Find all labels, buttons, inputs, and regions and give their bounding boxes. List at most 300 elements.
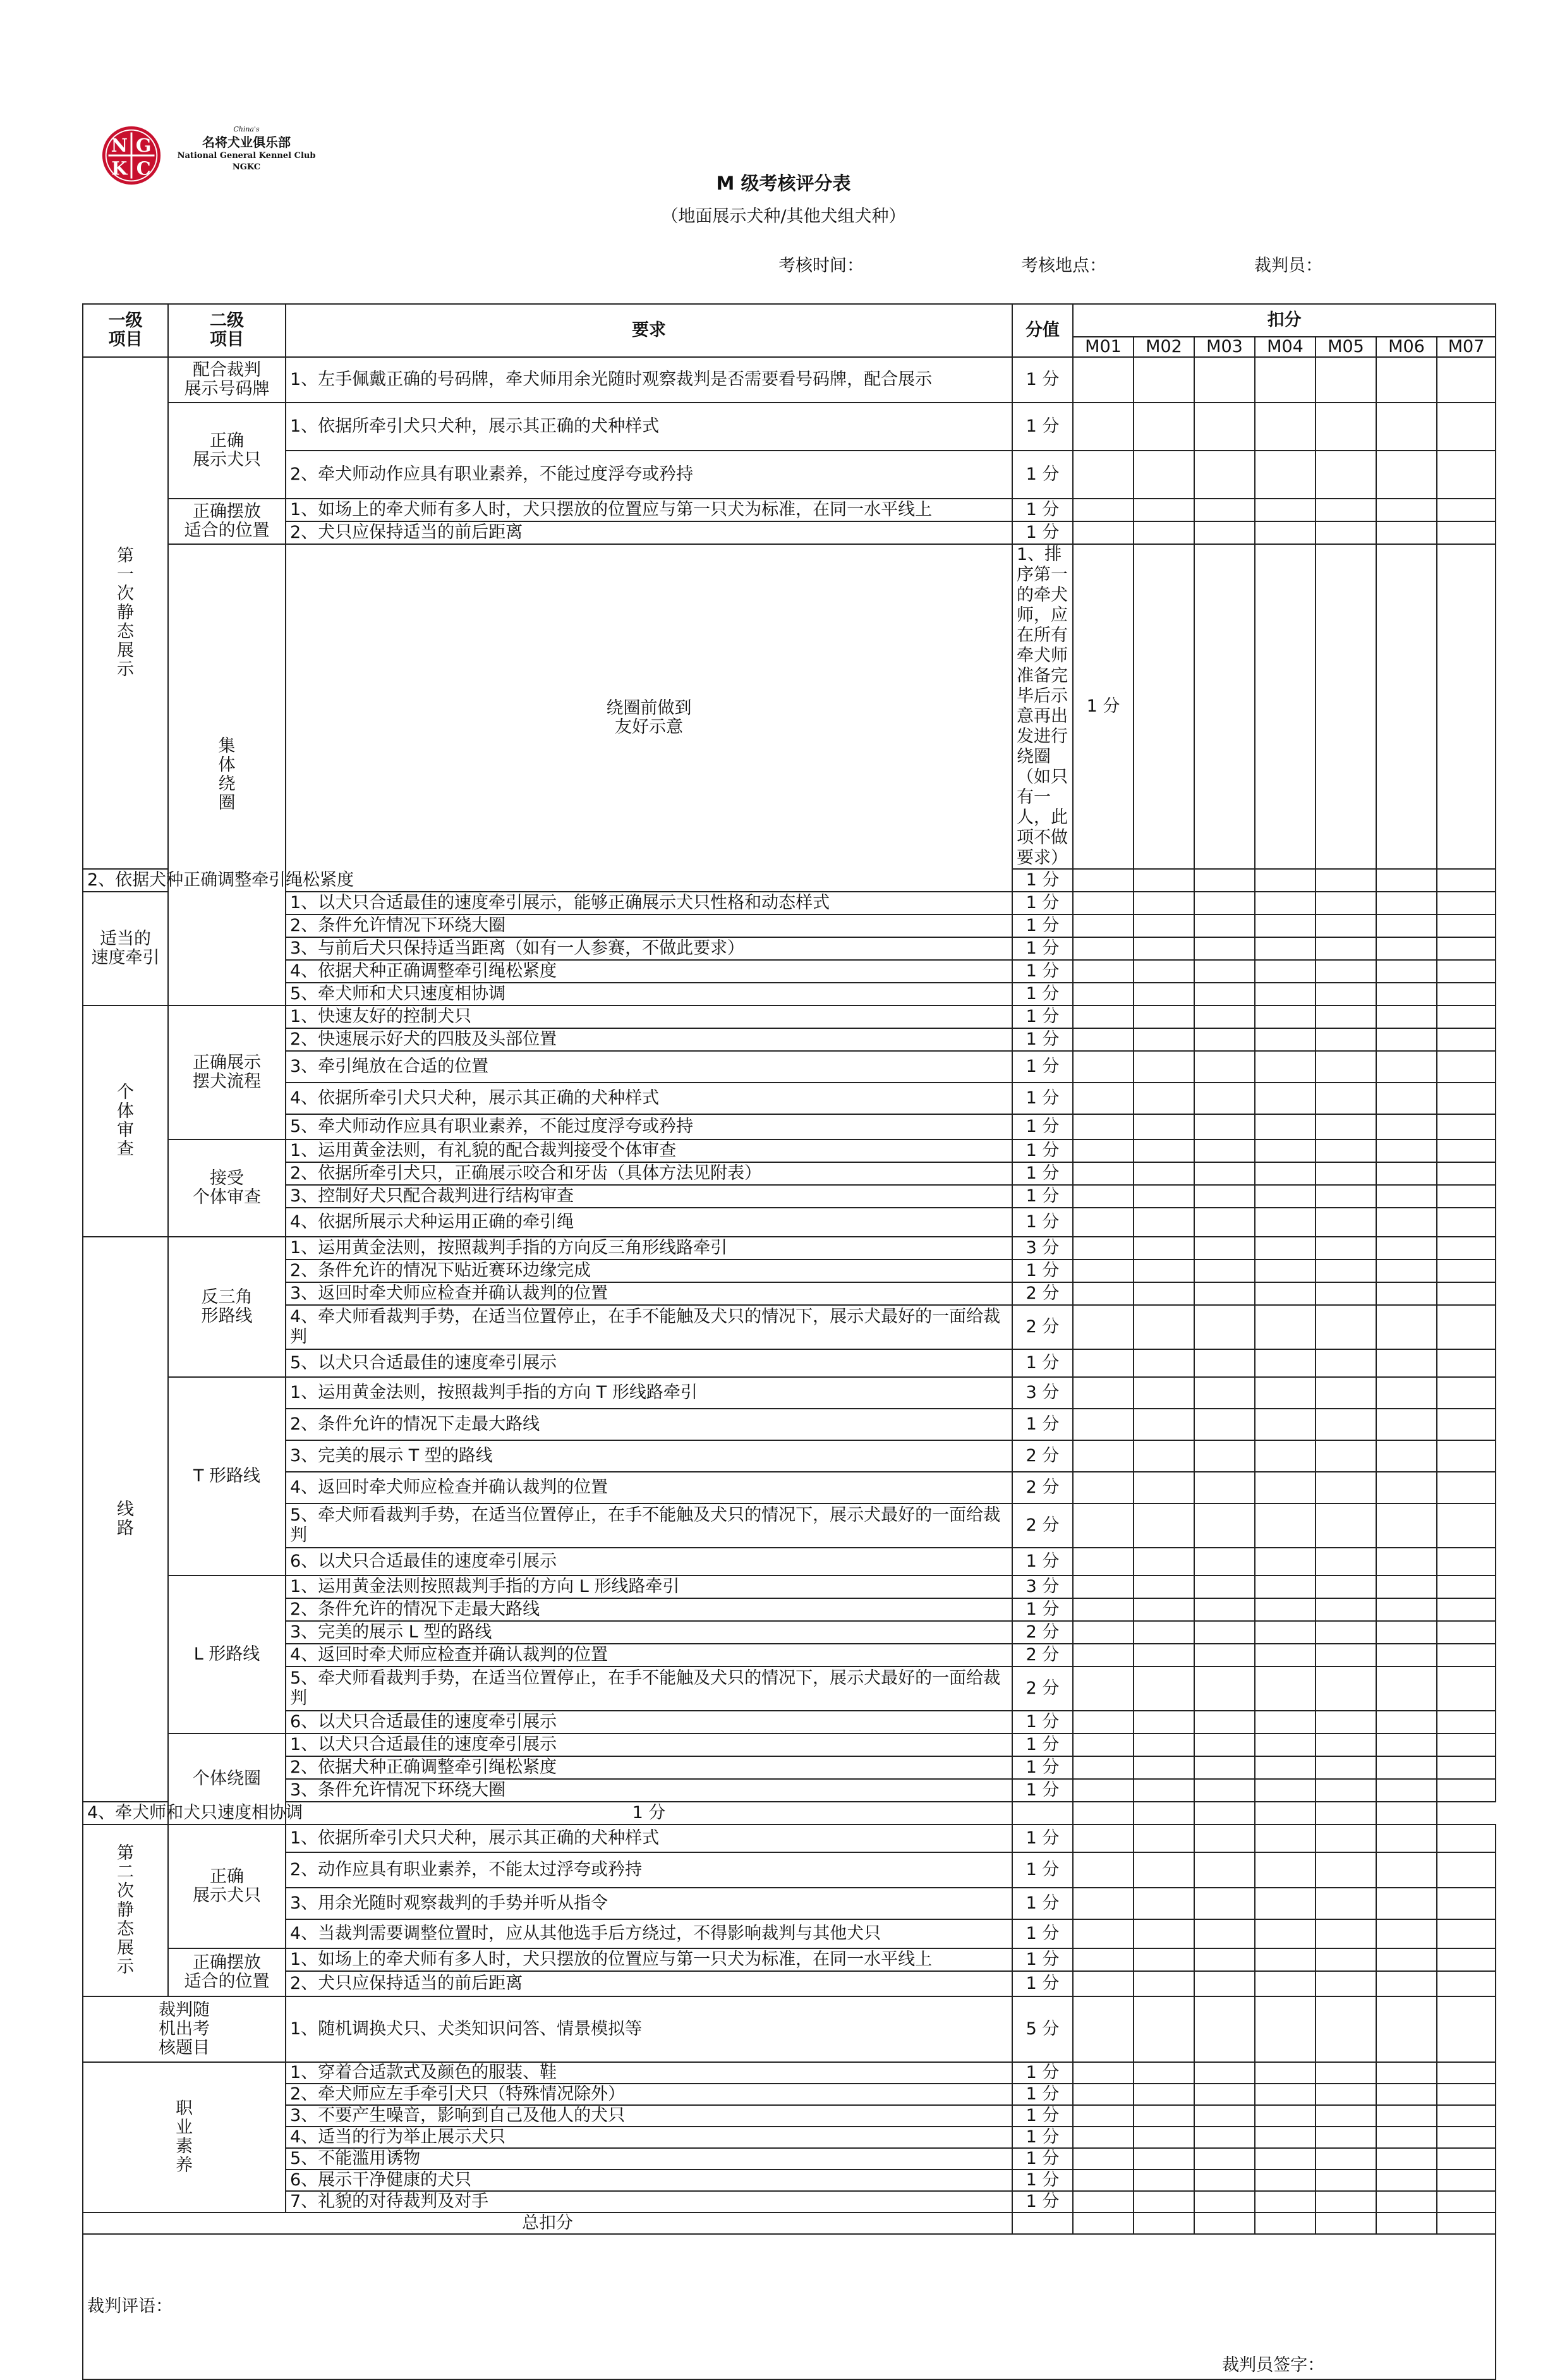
deduction-input-m03[interactable]	[1194, 403, 1255, 451]
deduction-input-m07[interactable]	[1437, 1083, 1496, 1114]
deduction-input-m06[interactable]	[1376, 2084, 1437, 2105]
deduction-input-m04[interactable]	[1255, 1503, 1316, 1548]
deduction-input-m06[interactable]	[1376, 1162, 1437, 1185]
deduction-input-m07[interactable]	[1437, 1621, 1496, 1644]
deduction-input-m02[interactable]	[1134, 1185, 1194, 1208]
deduction-input-m05[interactable]	[1316, 2084, 1376, 2105]
deduction-input-m03[interactable]	[1194, 1888, 1255, 1919]
deduction-input-m03[interactable]	[1194, 1621, 1255, 1644]
deduction-input-m05[interactable]	[1316, 2062, 1376, 2084]
deduction-input-m02[interactable]	[1134, 1756, 1194, 1779]
deduction-input-m03[interactable]	[1194, 2191, 1255, 2213]
deduction-input-m01[interactable]	[1012, 1802, 1073, 1824]
deduction-input-m01[interactable]	[1073, 1472, 1134, 1503]
deduction-input-m02[interactable]	[1134, 1888, 1194, 1919]
deduction-input-m04[interactable]	[1255, 2127, 1316, 2148]
deduction-input-m06[interactable]	[1376, 937, 1437, 960]
deduction-input-m02[interactable]	[1134, 2084, 1194, 2105]
deduction-input-m04[interactable]	[1255, 1919, 1316, 1948]
deduction-input-m07[interactable]	[1437, 1919, 1496, 1948]
deduction-input-m05[interactable]	[1316, 1051, 1376, 1083]
deduction-input-m01[interactable]	[1073, 1282, 1134, 1305]
deduction-input-m03[interactable]	[1194, 1051, 1255, 1083]
deduction-input-m03[interactable]	[1194, 2170, 1255, 2191]
deduction-input-m03[interactable]	[1194, 521, 1255, 544]
deduction-input-m05[interactable]	[1316, 2127, 1376, 2148]
deduction-input-m05[interactable]	[1316, 521, 1376, 544]
deduction-input-m06[interactable]	[1376, 1260, 1437, 1282]
deduction-input-m07[interactable]	[1437, 499, 1496, 521]
deduction-input-m01[interactable]	[1073, 960, 1134, 983]
deduction-input-m04[interactable]	[1255, 1472, 1316, 1503]
deduction-input-m03[interactable]	[1194, 937, 1255, 960]
deduction-input-m05[interactable]	[1316, 1162, 1376, 1185]
deduction-input-m04[interactable]	[1316, 544, 1376, 869]
deduction-input-m01[interactable]	[1073, 1083, 1134, 1114]
deduction-input-m07[interactable]	[1437, 869, 1496, 892]
deduction-input-m01[interactable]	[1073, 403, 1134, 451]
deduction-input-m07[interactable]	[1437, 1260, 1496, 1282]
deduction-input-m06[interactable]	[1376, 2062, 1437, 2084]
deduction-input-m02[interactable]	[1134, 1779, 1194, 1802]
deduction-input-m05[interactable]	[1316, 1503, 1376, 1548]
deduction-input-m06[interactable]	[1376, 403, 1437, 451]
deduction-input-m02[interactable]	[1134, 1852, 1194, 1888]
deduction-input-m07[interactable]	[1437, 2062, 1496, 2084]
deduction-input-m04[interactable]	[1255, 1548, 1316, 1576]
deduction-input-m05[interactable]	[1316, 1576, 1376, 1598]
deduction-input-m02[interactable]	[1134, 2062, 1194, 2084]
deduction-input-m05[interactable]	[1316, 403, 1376, 451]
deduction-input-m05[interactable]	[1316, 1114, 1376, 1139]
deduction-input-m04[interactable]	[1255, 1711, 1316, 1733]
deduction-input-m03[interactable]	[1194, 1971, 1255, 1996]
deduction-input-m04[interactable]	[1255, 1005, 1316, 1028]
total-input-m05[interactable]	[1316, 2213, 1376, 2234]
deduction-input-m06[interactable]	[1376, 521, 1437, 544]
deduction-input-m02[interactable]	[1134, 1621, 1194, 1644]
deduction-input-m01[interactable]	[1073, 1162, 1134, 1185]
deduction-input-m04[interactable]	[1255, 2105, 1316, 2127]
deduction-input-m02[interactable]	[1134, 892, 1194, 914]
deduction-input-m06[interactable]	[1376, 1237, 1437, 1260]
deduction-input-m05[interactable]	[1316, 1260, 1376, 1282]
deduction-input-m06[interactable]	[1376, 983, 1437, 1005]
deduction-input-m02[interactable]	[1194, 544, 1255, 869]
deduction-input-m03[interactable]	[1194, 1576, 1255, 1598]
deduction-input-m01[interactable]	[1073, 1598, 1134, 1621]
deduction-input-m07[interactable]	[1437, 1208, 1496, 1237]
deduction-input-m05[interactable]	[1316, 1948, 1376, 1971]
deduction-input-m06[interactable]	[1376, 1667, 1437, 1711]
deduction-input-m05[interactable]	[1316, 1733, 1376, 1756]
deduction-input-m02[interactable]	[1134, 1644, 1194, 1667]
deduction-input-m01[interactable]	[1073, 937, 1134, 960]
deduction-input-m06[interactable]	[1376, 1824, 1437, 1852]
deduction-input-m07[interactable]	[1437, 1162, 1496, 1185]
deduction-input-m04[interactable]	[1255, 499, 1316, 521]
deduction-input-m02[interactable]	[1134, 1971, 1194, 1996]
deduction-input-m04[interactable]	[1255, 937, 1316, 960]
deduction-input-m01[interactable]	[1073, 1028, 1134, 1051]
deduction-input-m06[interactable]	[1376, 1409, 1437, 1440]
deduction-input-m01[interactable]	[1073, 1349, 1134, 1377]
judge-comments-area[interactable]	[83, 2234, 1496, 2379]
deduction-input-m06[interactable]	[1376, 1711, 1437, 1733]
deduction-input-m04[interactable]	[1255, 1779, 1316, 1802]
total-input-m07[interactable]	[1437, 2213, 1496, 2234]
deduction-input-m03[interactable]	[1194, 1208, 1255, 1237]
deduction-input-m02[interactable]	[1134, 914, 1194, 937]
deduction-input-m02[interactable]	[1134, 1824, 1194, 1852]
deduction-input-m05[interactable]	[1316, 2170, 1376, 2191]
deduction-input-m03[interactable]	[1194, 1667, 1255, 1711]
deduction-input-m04[interactable]	[1255, 1996, 1316, 2062]
deduction-input-m04[interactable]	[1255, 2148, 1316, 2170]
deduction-input-m01[interactable]	[1073, 2127, 1134, 2148]
deduction-input-m03[interactable]	[1194, 869, 1255, 892]
deduction-input-m04[interactable]	[1255, 1409, 1316, 1440]
deduction-input-m06[interactable]	[1376, 1114, 1437, 1139]
deduction-input-m02[interactable]	[1134, 1377, 1194, 1409]
deduction-input-m03[interactable]	[1194, 1139, 1255, 1162]
deduction-input-m03[interactable]	[1194, 1779, 1255, 1802]
deduction-input-m07[interactable]	[1437, 1711, 1496, 1733]
deduction-input-m05[interactable]	[1316, 914, 1376, 937]
deduction-input-m04[interactable]	[1255, 1349, 1316, 1377]
deduction-input-m04[interactable]	[1255, 2170, 1316, 2191]
deduction-input-m01[interactable]	[1073, 1756, 1134, 1779]
deduction-input-m02[interactable]	[1134, 1282, 1194, 1305]
deduction-input-m06[interactable]	[1376, 1208, 1437, 1237]
deduction-input-m05[interactable]	[1316, 1852, 1376, 1888]
deduction-input-m01[interactable]	[1073, 1440, 1134, 1472]
deduction-input-m03[interactable]	[1194, 451, 1255, 499]
deduction-input-m05[interactable]	[1316, 357, 1376, 403]
deduction-input-m03[interactable]	[1194, 1114, 1255, 1139]
deduction-input-m04[interactable]	[1255, 1139, 1316, 1162]
deduction-input-m05[interactable]	[1316, 2105, 1376, 2127]
deduction-input-m02[interactable]	[1134, 1948, 1194, 1971]
deduction-input-m06[interactable]	[1376, 1005, 1437, 1028]
deduction-input-m07[interactable]	[1437, 2170, 1496, 2191]
deduction-input-m04[interactable]	[1255, 1644, 1316, 1667]
deduction-input-m07[interactable]	[1437, 1888, 1496, 1919]
deduction-input-m03[interactable]	[1194, 1824, 1255, 1852]
deduction-input-m06[interactable]	[1376, 1282, 1437, 1305]
deduction-input-m04[interactable]	[1255, 1824, 1316, 1852]
deduction-input-m03[interactable]	[1194, 1305, 1255, 1349]
deduction-input-m01[interactable]	[1073, 914, 1134, 937]
deduction-input-m02[interactable]	[1134, 1598, 1194, 1621]
deduction-input-m03[interactable]	[1194, 960, 1255, 983]
deduction-input-m01[interactable]	[1073, 1852, 1134, 1888]
deduction-input-m07[interactable]	[1437, 1733, 1496, 1756]
deduction-input-m07[interactable]	[1437, 1667, 1496, 1711]
deduction-input-m07[interactable]	[1437, 357, 1496, 403]
deduction-input-m05[interactable]	[1316, 1996, 1376, 2062]
deduction-input-m07[interactable]	[1437, 1028, 1496, 1051]
deduction-input-m06[interactable]	[1376, 1377, 1437, 1409]
deduction-input-m07[interactable]	[1437, 960, 1496, 983]
deduction-input-m04[interactable]	[1255, 914, 1316, 937]
deduction-input-m06[interactable]	[1376, 2148, 1437, 2170]
deduction-input-m03[interactable]	[1194, 2084, 1255, 2105]
deduction-input-m05[interactable]	[1316, 937, 1376, 960]
deduction-input-m04[interactable]	[1255, 960, 1316, 983]
deduction-input-m02[interactable]	[1134, 1503, 1194, 1548]
deduction-input-m01[interactable]	[1073, 869, 1134, 892]
deduction-input-m02[interactable]	[1134, 1083, 1194, 1114]
deduction-input-m04[interactable]	[1255, 1621, 1316, 1644]
deduction-input-m07[interactable]	[1437, 914, 1496, 937]
deduction-input-m07[interactable]	[1437, 1948, 1496, 1971]
deduction-input-m07[interactable]	[1437, 1440, 1496, 1472]
deduction-input-m06[interactable]	[1376, 1349, 1437, 1377]
deduction-input-m05[interactable]	[1316, 1305, 1376, 1349]
deduction-input-m07[interactable]	[1437, 1185, 1496, 1208]
deduction-input-m02[interactable]	[1134, 499, 1194, 521]
deduction-input-m03[interactable]	[1194, 2062, 1255, 2084]
deduction-input-m02[interactable]	[1134, 357, 1194, 403]
deduction-input-m05[interactable]	[1316, 1644, 1376, 1667]
deduction-input-m04[interactable]	[1255, 1260, 1316, 1282]
deduction-input-m04[interactable]	[1255, 403, 1316, 451]
deduction-input-m04[interactable]	[1255, 1114, 1316, 1139]
deduction-input-m01[interactable]	[1073, 1576, 1134, 1598]
deduction-input-m06[interactable]	[1376, 869, 1437, 892]
deduction-input-m03[interactable]	[1194, 1598, 1255, 1621]
deduction-input-m04[interactable]	[1255, 1852, 1316, 1888]
deduction-input-m04[interactable]	[1255, 1440, 1316, 1472]
deduction-input-m03[interactable]	[1194, 1503, 1255, 1548]
deduction-input-m03[interactable]	[1194, 499, 1255, 521]
deduction-input-m05[interactable]	[1316, 1440, 1376, 1472]
deduction-input-m01[interactable]	[1073, 2105, 1134, 2127]
deduction-input-m06[interactable]	[1437, 544, 1496, 869]
deduction-input-m05[interactable]	[1316, 1139, 1376, 1162]
deduction-input-m03[interactable]	[1194, 1282, 1255, 1305]
deduction-input-m04[interactable]	[1255, 451, 1316, 499]
deduction-input-m05[interactable]	[1316, 1282, 1376, 1305]
deduction-input-m02[interactable]	[1134, 1162, 1194, 1185]
deduction-input-m01[interactable]	[1134, 544, 1194, 869]
total-input-m03[interactable]	[1194, 2213, 1255, 2234]
deduction-input-m04[interactable]	[1255, 2191, 1316, 2213]
deduction-input-m05[interactable]	[1316, 1919, 1376, 1948]
deduction-input-m07[interactable]	[1437, 1005, 1496, 1028]
deduction-input-m01[interactable]	[1073, 2170, 1134, 2191]
deduction-input-m05[interactable]	[1316, 1237, 1376, 1260]
deduction-input-m04[interactable]	[1255, 1733, 1316, 1756]
deduction-input-m02[interactable]	[1134, 403, 1194, 451]
deduction-input-m02[interactable]	[1134, 937, 1194, 960]
deduction-input-m06[interactable]	[1376, 892, 1437, 914]
deduction-input-m03[interactable]	[1194, 1756, 1255, 1779]
deduction-input-m04[interactable]	[1255, 2062, 1316, 2084]
deduction-input-m02[interactable]	[1134, 2148, 1194, 2170]
deduction-input-m02[interactable]	[1134, 960, 1194, 983]
deduction-input-m02[interactable]	[1134, 1440, 1194, 1472]
deduction-input-m03[interactable]	[1194, 983, 1255, 1005]
deduction-input-m01[interactable]	[1073, 1208, 1134, 1237]
deduction-input-m06[interactable]	[1376, 1779, 1437, 1802]
deduction-input-m02[interactable]	[1134, 1472, 1194, 1503]
total-input-m01[interactable]	[1073, 2213, 1134, 2234]
deduction-input-m07[interactable]	[1437, 1852, 1496, 1888]
deduction-input-m07[interactable]	[1437, 1237, 1496, 1260]
deduction-input-m04[interactable]	[1255, 1888, 1316, 1919]
deduction-input-m06[interactable]	[1376, 1305, 1437, 1349]
deduction-input-m02[interactable]	[1134, 1114, 1194, 1139]
deduction-input-m02[interactable]	[1134, 2170, 1194, 2191]
deduction-input-m04[interactable]	[1255, 1756, 1316, 1779]
deduction-input-m01[interactable]	[1073, 1114, 1134, 1139]
deduction-input-m05[interactable]	[1316, 1472, 1376, 1503]
deduction-input-m07[interactable]	[1437, 1409, 1496, 1440]
deduction-input-m03[interactable]	[1194, 1083, 1255, 1114]
deduction-input-m01[interactable]	[1073, 1971, 1134, 1996]
deduction-input-m05[interactable]	[1316, 499, 1376, 521]
deduction-input-m02[interactable]	[1134, 983, 1194, 1005]
deduction-input-m07[interactable]	[1437, 1598, 1496, 1621]
deduction-input-m01[interactable]	[1073, 1548, 1134, 1576]
deduction-input-m02[interactable]	[1134, 2191, 1194, 2213]
deduction-input-m05[interactable]	[1316, 1005, 1376, 1028]
deduction-input-m01[interactable]	[1073, 1377, 1134, 1409]
deduction-input-m05[interactable]	[1316, 2148, 1376, 2170]
deduction-input-m05[interactable]	[1316, 1349, 1376, 1377]
deduction-input-m01[interactable]	[1073, 1503, 1134, 1548]
deduction-input-m05[interactable]	[1316, 1028, 1376, 1051]
deduction-input-m04[interactable]	[1255, 1667, 1316, 1711]
deduction-input-m06[interactable]	[1376, 499, 1437, 521]
deduction-input-m05[interactable]	[1316, 1409, 1376, 1440]
deduction-input-m03[interactable]	[1194, 1349, 1255, 1377]
deduction-input-m04[interactable]	[1255, 869, 1316, 892]
deduction-input-m06[interactable]	[1376, 1756, 1437, 1779]
deduction-input-m02[interactable]	[1134, 1139, 1194, 1162]
deduction-input-m02[interactable]	[1073, 1802, 1134, 1824]
deduction-input-m05[interactable]	[1316, 1083, 1376, 1114]
deduction-input-m01[interactable]	[1073, 1779, 1134, 1802]
deduction-input-m07[interactable]	[1437, 1349, 1496, 1377]
deduction-input-m03[interactable]	[1194, 1996, 1255, 2062]
deduction-input-m06[interactable]	[1316, 1802, 1376, 1824]
deduction-input-m06[interactable]	[1376, 2170, 1437, 2191]
deduction-input-m02[interactable]	[1134, 2105, 1194, 2127]
deduction-input-m06[interactable]	[1376, 1503, 1437, 1548]
deduction-input-m03[interactable]	[1255, 544, 1316, 869]
deduction-input-m06[interactable]	[1376, 1576, 1437, 1598]
deduction-input-m02[interactable]	[1134, 451, 1194, 499]
deduction-input-m06[interactable]	[1376, 1733, 1437, 1756]
deduction-input-m05[interactable]	[1376, 544, 1437, 869]
deduction-input-m01[interactable]	[1073, 1644, 1134, 1667]
deduction-input-m03[interactable]	[1194, 2105, 1255, 2127]
deduction-input-m02[interactable]	[1134, 1051, 1194, 1083]
total-input-m02[interactable]	[1134, 2213, 1194, 2234]
deduction-input-m02[interactable]	[1134, 1349, 1194, 1377]
deduction-input-m01[interactable]	[1073, 1621, 1134, 1644]
deduction-input-m07[interactable]	[1437, 1051, 1496, 1083]
deduction-input-m04[interactable]	[1255, 1208, 1316, 1237]
deduction-input-m04[interactable]	[1255, 1237, 1316, 1260]
deduction-input-m06[interactable]	[1376, 451, 1437, 499]
deduction-input-m06[interactable]	[1376, 1852, 1437, 1888]
deduction-input-m01[interactable]	[1073, 2084, 1134, 2105]
deduction-input-m07[interactable]	[1437, 1779, 1496, 1802]
deduction-input-m02[interactable]	[1134, 1005, 1194, 1028]
total-input-m04[interactable]	[1255, 2213, 1316, 2234]
deduction-input-m03[interactable]	[1194, 1472, 1255, 1503]
deduction-input-m05[interactable]	[1316, 1971, 1376, 1996]
deduction-input-m07[interactable]	[1437, 2105, 1496, 2127]
deduction-input-m01[interactable]	[1073, 1733, 1134, 1756]
deduction-input-m03[interactable]	[1194, 1852, 1255, 1888]
deduction-input-m02[interactable]	[1134, 1667, 1194, 1711]
deduction-input-m07[interactable]	[1437, 2191, 1496, 2213]
deduction-input-m01[interactable]	[1073, 499, 1134, 521]
deduction-input-m04[interactable]	[1255, 1377, 1316, 1409]
deduction-input-m04[interactable]	[1255, 1028, 1316, 1051]
deduction-input-m04[interactable]	[1255, 1598, 1316, 1621]
deduction-input-m07[interactable]	[1437, 1114, 1496, 1139]
deduction-input-m04[interactable]	[1255, 1282, 1316, 1305]
deduction-input-m04[interactable]	[1255, 983, 1316, 1005]
deduction-input-m03[interactable]	[1194, 1377, 1255, 1409]
deduction-input-m03[interactable]	[1194, 1948, 1255, 1971]
deduction-input-m06[interactable]	[1376, 1440, 1437, 1472]
deduction-input-m04[interactable]	[1255, 1948, 1316, 1971]
deduction-input-m06[interactable]	[1376, 2127, 1437, 2148]
deduction-input-m06[interactable]	[1376, 1919, 1437, 1948]
deduction-input-m07[interactable]	[1437, 1824, 1496, 1852]
deduction-input-m01[interactable]	[1073, 983, 1134, 1005]
deduction-input-m02[interactable]	[1134, 1305, 1194, 1349]
deduction-input-m05[interactable]	[1316, 2191, 1376, 2213]
deduction-input-m05[interactable]	[1316, 1888, 1376, 1919]
deduction-input-m02[interactable]	[1134, 1996, 1194, 2062]
deduction-input-m03[interactable]	[1194, 1644, 1255, 1667]
deduction-input-m06[interactable]	[1376, 1139, 1437, 1162]
deduction-input-m07[interactable]	[1437, 1503, 1496, 1548]
deduction-input-m07[interactable]	[1437, 2127, 1496, 2148]
deduction-input-m07[interactable]	[1437, 892, 1496, 914]
deduction-input-m06[interactable]	[1376, 960, 1437, 983]
deduction-input-m03[interactable]	[1194, 2148, 1255, 2170]
deduction-input-m06[interactable]	[1376, 1051, 1437, 1083]
deduction-input-m07[interactable]	[1437, 1377, 1496, 1409]
deduction-input-m06[interactable]	[1376, 2191, 1437, 2213]
deduction-input-m01[interactable]	[1073, 1711, 1134, 1733]
deduction-input-m03[interactable]	[1194, 1733, 1255, 1756]
deduction-input-m07[interactable]	[1437, 2084, 1496, 2105]
deduction-input-m05[interactable]	[1316, 1208, 1376, 1237]
deduction-input-m06[interactable]	[1376, 1971, 1437, 1996]
deduction-input-m04[interactable]	[1255, 357, 1316, 403]
deduction-input-m02[interactable]	[1134, 2127, 1194, 2148]
total-input-m06[interactable]	[1376, 2213, 1437, 2234]
deduction-input-m07[interactable]	[1437, 983, 1496, 1005]
deduction-input-m06[interactable]	[1376, 1621, 1437, 1644]
deduction-input-m01[interactable]	[1073, 1237, 1134, 1260]
deduction-input-m02[interactable]	[1134, 1208, 1194, 1237]
deduction-input-m01[interactable]	[1073, 1824, 1134, 1852]
deduction-input-m06[interactable]	[1376, 1996, 1437, 2062]
deduction-input-m04[interactable]	[1255, 1083, 1316, 1114]
deduction-input-m06[interactable]	[1376, 357, 1437, 403]
